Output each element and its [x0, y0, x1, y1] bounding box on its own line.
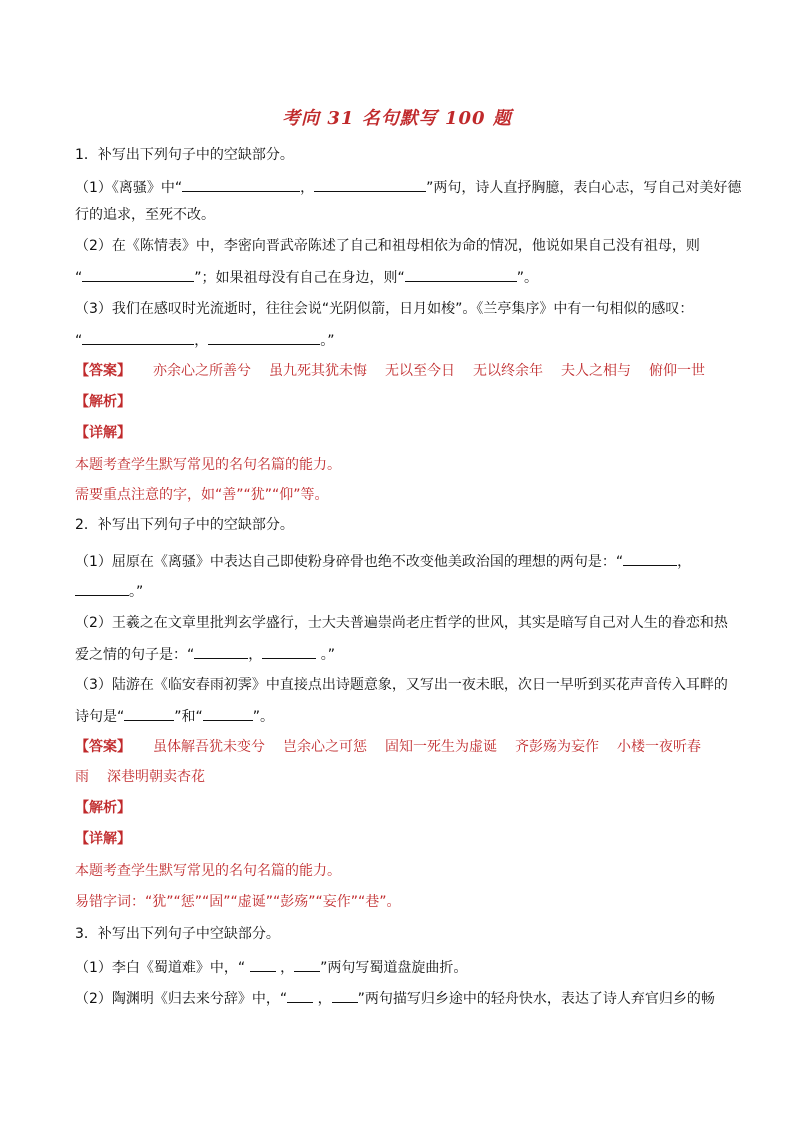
question-2-part-2: （2）王羲之在文章里批判玄学盛行，士大夫普遍崇尚老庄哲学的世风，其实是暗写自己对人生的眷恋和热 — [75, 615, 728, 631]
question-3-part-2: （2）陶渊明《归去来兮辞》中，“ ， ”两句描写归乡途中的轻舟快水，表达了诗人弃官归乡的畅 — [75, 988, 715, 1008]
answer-blank — [203, 706, 253, 721]
page-title: 考向 31 名句默写 100 题 — [282, 108, 512, 129]
answer-blank — [75, 581, 129, 596]
answer-blank — [250, 957, 276, 972]
question-1-part-1-cont: 行的追求，至死不改。 — [75, 207, 215, 223]
answer-blank — [82, 267, 194, 282]
answer-blank — [287, 988, 313, 1003]
answer-blank — [262, 644, 316, 659]
question-1-stem: 1．补写出下列句子中的空缺部分。 — [75, 147, 294, 163]
question-2-stem: 2．补写出下列句子中的空缺部分。 — [75, 517, 294, 533]
answer-blank — [82, 330, 194, 345]
answer-blank — [294, 957, 320, 972]
question-2-part-1-cont: 。” — [75, 581, 143, 601]
question-1-answer: 【答案】 亦余心之所善兮 虽九死其犹未悔 无以至今日 无以终余年 夫人之相与 俯仰一世 — [75, 363, 705, 379]
question-1-detail-1: 本题考查学生默写常见的名句名篇的能力。 — [75, 457, 341, 473]
answer-blank — [194, 644, 248, 659]
question-1-part-2: （2）在《陈情表》中，李密向晋武帝陈述了自己和祖母相依为命的情况，他说如果自己没有祖母，则 — [75, 238, 700, 254]
question-3-part-1: （1）李白《蜀道难》中，“ ， ”两句写蜀道盘旋曲折。 — [75, 957, 467, 977]
answer-blank — [332, 988, 358, 1003]
answer-blank — [314, 177, 426, 192]
question-2-part-3-cont: 诗句是“ ”和“ ”。 — [75, 706, 274, 726]
analysis-label: 【解析】 — [75, 800, 131, 816]
answer-blank — [124, 706, 174, 721]
question-2-detail-1: 本题考查学生默写常见的名句名篇的能力。 — [75, 863, 341, 879]
question-2-answer-cont: 雨 深巷明朝卖杏花 — [75, 769, 205, 785]
answer-blank — [182, 177, 300, 192]
answer-blank — [623, 551, 677, 566]
question-1-part-3: （3）我们在感叹时光流逝时，往往会说“光阴似箭，日月如梭”。《兰亭集序》中有一句相似的感叹： — [75, 301, 694, 317]
detail-label: 【详解】 — [75, 425, 131, 441]
answer-label: 【答案】 — [75, 363, 131, 379]
question-2-detail-2: 易错字词：“犹”“惩”“固”“虚诞”“彭殇”“妄作”“巷”。 — [75, 894, 401, 910]
question-1-detail-2: 需要重点注意的字，如“善”“犹”“仰”等。 — [75, 487, 329, 503]
answer-label: 【答案】 — [75, 739, 131, 755]
answer-blank — [208, 330, 320, 345]
question-1-part-2-cont: “ ”；如果祖母没有自己在身边，则“ ”。 — [75, 267, 538, 287]
analysis-label: 【解析】 — [75, 394, 131, 410]
answer-blank — [405, 267, 517, 282]
question-1-part-3-cont: “ ， 。” — [75, 330, 335, 350]
question-1-part-1: （1）《离骚》中“ ， ”两句，诗人直抒胸臆，表白心志，写自己对美好德 — [75, 177, 741, 197]
detail-label: 【详解】 — [75, 831, 131, 847]
question-2-part-2-cont: 爱之情的句子是：“ ， 。” — [75, 644, 335, 664]
question-2-part-1: （1）屈原在《离骚》中表达自己即使粉身碎骨也绝不改变他美政治国的理想的两句是：“ ， — [75, 551, 691, 571]
question-2-part-3: （3）陆游在《临安春雨初霁》中直接点出诗题意象，又写出一夜未眠，次日一早听到买花声音传入耳畔的 — [75, 677, 728, 693]
question-3-stem: 3．补写出下列句子中空缺部分。 — [75, 926, 280, 942]
question-2-answer: 【答案】 虽体解吾犹未变兮 岂余心之可惩 固知一死生为虚诞 齐彭殇为妄作 小楼一夜听春 — [75, 739, 701, 755]
